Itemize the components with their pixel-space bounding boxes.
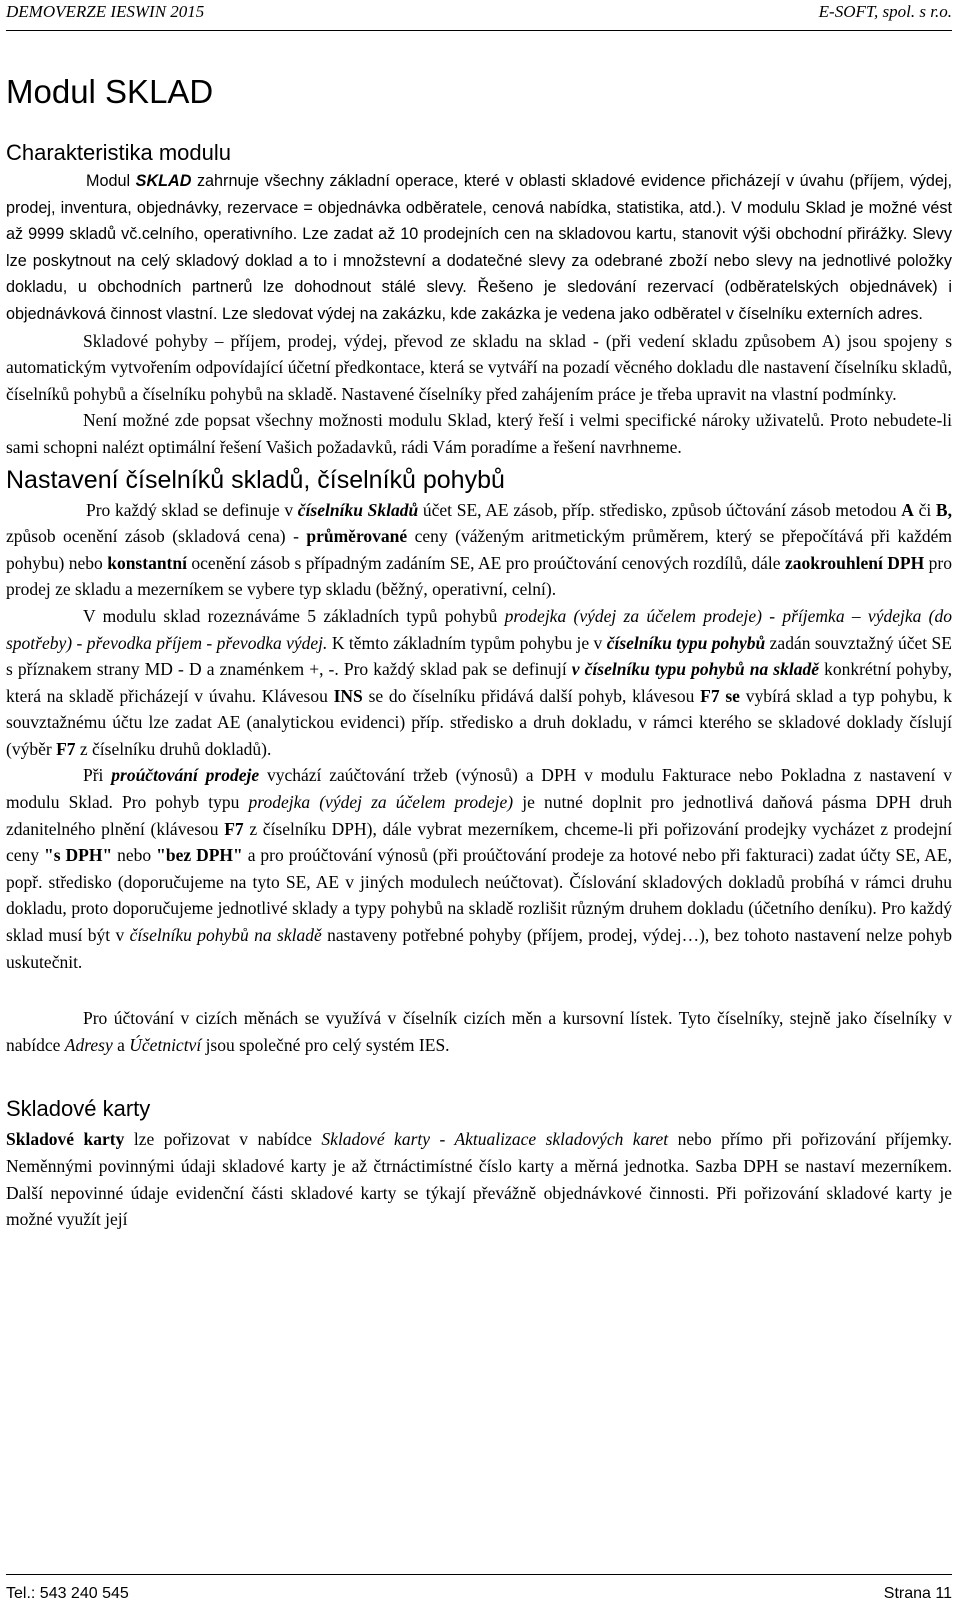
section-heading-characteristics: Charakteristika modulu [6, 140, 231, 165]
page-header [6, 0, 952, 31]
header-right: E-SOFT, spol. s r.o. [818, 2, 952, 21]
paragraph-stock-cards: Skladové karty lze pořizovat v nabídce Skladové karty - Aktualizace skladových karet nebo přímo při pořizování příjemky. Neměnnými povinnými údaji skladové karty je až čtrnáctimístné číslo karty a měrná jednotka. Sazba DPH se nastaví mezerníkem. Další nepovinné údaje evidenční části skladové karty se týkají převážně objednávkové činnosti. Při pořizování skladové karty je možné využít její [6, 1129, 953, 1230]
paragraph-foreign-currency: Pro účtování v cizích měnách se využívá v číselník cizích měn a kursovní lístek. Tyto číselníky, stejně jako číselníky v nabídce Adresy a Účetnictví jsou společné pro celý systém IES. [6, 1008, 952, 1055]
paragraph-warehouse-settings: Pro každý sklad se definuje v číselníku Skladů účet SE, AE zásob, příp. středisko, způsob účtování zásob metodou A či B, způsob ocenění zásob (skladová cena) - průměrované ceny (váženým aritmetickým průměrem, který se přepočítává při každém pohybu) nebo konstantní ocenění zásob s případným zadáním SE, AE pro proúčtování cenových rozdílů, dále zaokrouhlení DPH pro prodej ze skladu a mezerníkem se vybere typ skladu (běžný, operativní, celní). [6, 499, 952, 600]
page-title: Modul SKLAD [6, 73, 214, 110]
page-footer [6, 1574, 952, 1605]
paragraph-intro: Modul SKLAD zahrnuje všechny základní operace, které v oblasti skladové evidence přicházejí v úvahu (příjem, výdej, prodej, inventura, objednávky, rezervace = objednávka odběratele, cenová nabídka, statistika, atd.). V modulu Sklad je možné vést až 9999 skladů vč.celního, operativního. Lze zadat až 10 prodejních cen na skladovou kartu, stanovit výši obchodní přirážky. Slevy lze poskytnout na celý skladový doklad a to i množstevní a dodatečné slevy za odebrané zboží nebo slevy na jednotlivé položky dokladu, u obchodních partnerů lze dohodnout stálé slevy. Řešeno je sledování rezervací (odběratelských objednávek) i objednávková činnost vlastní. Lze sledovat výdej na zakázku, kde zakázka je vedena jako odběratel v číselníku externích adres. [6, 172, 952, 323]
paragraph-possibilities: Není možné zde popsat všechny možnosti modulu Sklad, který řeší i velmi specifické nároky uživatelů. Proto nebudete-li sami schopni nalézt optimální řešení Vašich požadavků, rádi Vám poradíme a řešení navrhneme. [6, 410, 952, 457]
footer-phone: Tel.: 543 240 545 [6, 1585, 129, 1602]
section-heading-settings: Nastavení číselníků skladů, číselníků pohybů [6, 465, 505, 494]
paragraph-movements: Skladové pohyby – příjem, prodej, výdej, převod ze skladu na sklad - (při vedení skladu způsobem A) jsou spojeny s automatickým vytvořením odpovídající účetní předkontace, která se vytváří na pozadí věcného dokladu dle nastavení číselníku skladů, číselníků pohybů a číselníku pohybů na skladě. Nastavené číselníky před zahájením práce je třeba upravit na vlastní podmínky. [6, 330, 952, 404]
paragraph-movement-types: V modulu sklad rozeznáváme 5 základních typů pohybů prodejka (výdej za účelem prodeje) - příjemka – výdejka (do spotřeby) - převodka příjem - převodka výdej. K těmto základním typům pohybu je v číselníku typu pohybů zadán souvztažný účet SE s příznakem strany MD - D a znaménkem +, -. Pro každý sklad pak se definují v číselníku typu pohybů na skladě konkrétní pohyby, která na skladě přicházejí v úvahu. Klávesou INS se do číselníku přidává další pohyb, klávesou F7 se vybírá sklad a typ pohybu, k souvztažnému účtu lze zadat AE (analytickou evidenci) příp. středisko a druh dokladu, v rámci kterého se skladové doklady číslují (výběr F7 z číselníku druhů dokladů). [6, 605, 952, 759]
footer-page-number: Strana 11 [883, 1585, 952, 1602]
section-heading-stock-cards: Skladové karty [6, 1096, 151, 1122]
header-left: DEMOVERZE IESWIN 2015 [6, 2, 205, 21]
paragraph-sales-posting: Při proúčtování prodeje vychází zaúčtování tržeb (výnosů) a DPH v modulu Fakturace nebo Pokladna z nastavení v modulu Sklad. Pro pohyb typu prodejka (výdej za účelem prodeje) je nutné doplnit pro jednotlivá daňová pásma DPH druh zdanitelného plnění (klávesou F7 z číselníku DPH), dále vybrat mezerníkem, chceme-li při pořizování prodejky vycházet z prodejní ceny "s DPH" nebo "bez DPH" a pro proúčtování výnosů (při proúčtování prodeje za hotové nebo při fakturaci) zadat účty SE, AE, popř. středisko (doporučujeme na tyto SE, AE v jiných modulech neúčtovat). Číslování skladových dokladů probíhá v rámci druhu dokladu, proto doporučujeme jednotlivé sklady a typy pohybů na skladě rozlišit různým druhem dokladu (účetního deníku). Pro každý sklad musí být v číselníku pohybů na skladě nastaveny potřebné pohyby (příjem, prodej, výdej…), bez tohoto nastavení nelze pohyb uskutečnit. [6, 765, 953, 972]
page-content [6, 62, 952, 1233]
